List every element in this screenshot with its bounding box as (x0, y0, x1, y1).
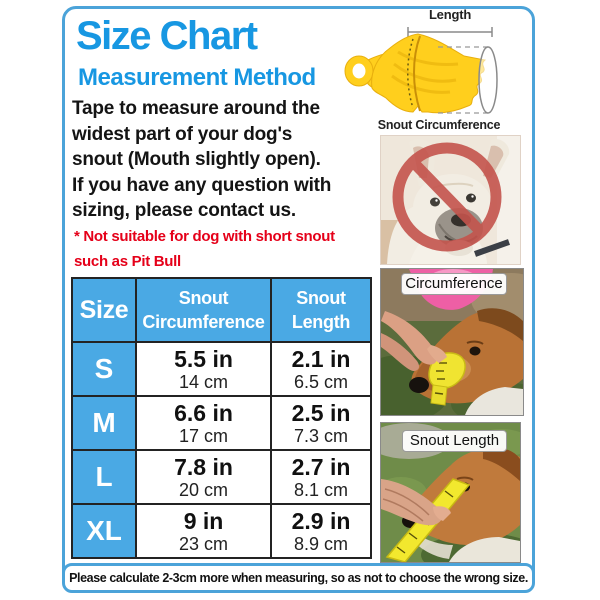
length-cell (271, 504, 371, 558)
page-title: Size Chart (76, 14, 257, 58)
snout-circumference-header: Snout Circumference (136, 278, 271, 342)
length-inches: 2.1 in (291, 346, 351, 372)
table-row (72, 396, 371, 450)
circumference-photo-label: Circumference (401, 273, 507, 295)
table-row (72, 504, 371, 558)
circumference-cell (136, 342, 271, 396)
snout-length-photo-label: Snout Length (402, 430, 507, 452)
circumference-inches: 7.8 in (174, 454, 233, 480)
no-short-snout-photo (380, 135, 521, 265)
circumference-cm: 23 cm (178, 534, 229, 554)
length-cm: 7.3 cm (293, 426, 349, 446)
instruction-line: widest part of your dog's (72, 123, 293, 145)
length-inches: 2.9 in (291, 508, 351, 534)
muzzle-shape (345, 34, 485, 113)
length-cell (271, 396, 371, 450)
circumference-cell (136, 504, 271, 558)
length-inches: 2.7 in (291, 454, 351, 480)
length-cell (271, 450, 371, 504)
circumference-cell (136, 396, 271, 450)
size-column-header: Size (72, 278, 136, 342)
footer-note: Please calculate 2-3cm more when measuring, so as not to choose the wrong size. (62, 563, 535, 593)
muzzle-diagram-graphic (342, 6, 532, 134)
section-subtitle: Measurement Method (78, 64, 316, 91)
measurement-instructions (72, 96, 331, 224)
length-cell (271, 342, 371, 396)
length-cm: 8.9 cm (293, 534, 349, 554)
circumference-cm: 14 cm (178, 372, 229, 392)
length-label: Length (428, 7, 472, 22)
size-cell: S (72, 342, 136, 396)
instruction-line: sizing, please contact us. (72, 200, 296, 221)
length-inches: 2.5 in (291, 400, 351, 426)
table-row (72, 450, 371, 504)
short-snout-dog-graphic (381, 136, 520, 264)
circumference-inches: 6.6 in (174, 400, 233, 426)
size-cell: L (72, 450, 136, 504)
muzzle-length-diagram (342, 6, 532, 134)
size-cell: M (72, 396, 136, 450)
circumference-cm: 17 cm (178, 426, 229, 446)
length-cm: 6.5 cm (293, 372, 349, 392)
circumference-inches: 9 in (183, 508, 224, 534)
snout-length-header: Snout Length (271, 278, 371, 342)
instruction-line: snout (Mouth slightly open). (72, 149, 321, 170)
warning-line: such as Pit Bull (74, 253, 181, 270)
circumference-cm: 20 cm (178, 480, 229, 500)
size-cell: XL (72, 504, 136, 558)
circumference-cell (136, 450, 271, 504)
length-cm: 8.1 cm (293, 480, 349, 500)
snout-circumference-label: Snout Circumference (377, 118, 501, 132)
table-row (72, 342, 371, 396)
warning-line: * Not suitable for dog with short snout (74, 228, 335, 245)
circumference-inches: 5.5 in (174, 346, 233, 372)
size-table (71, 277, 372, 559)
snout-length-photo (380, 422, 521, 563)
instruction-line: If you have any question with (72, 174, 332, 196)
circumference-photo (380, 268, 524, 416)
short-snout-warning (74, 224, 335, 274)
instruction-line: Tape to measure around the (72, 98, 320, 119)
